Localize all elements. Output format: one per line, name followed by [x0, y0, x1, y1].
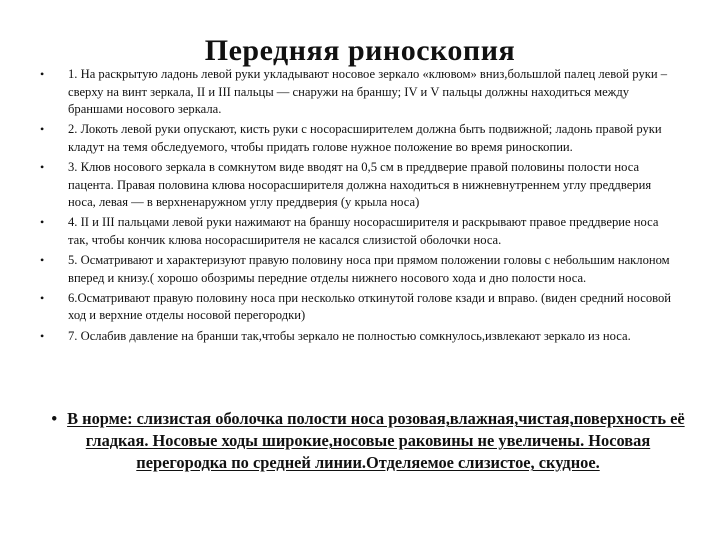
slide-title: Передняя риноскопия [204, 34, 516, 67]
norm-summary-text: В норме: слизистая оболочка полости носа розовая,влажная,чистая,поверхность её гладкая. Носовые ходы широкие,носовые раковины не увеличены. Носовая перегородка по средней линии.Отделяемое слизистое, скудное. [67, 409, 685, 472]
procedure-step [40, 328, 680, 346]
procedure-step-text: 5. Осматривают и характеризуют правую половину носа при прямом положении головы с небольшим наклоном вперед и книзу.( хорошо обозримы передние отделы нижнего носового хода и дно полости носа. [68, 253, 670, 285]
procedure-step-text: 6.Осматривают правую половину носа при несколько откинутой голове кзади и вправо. (виден средний носовой ход и верхние отделы носовой перегородки) [68, 290, 672, 323]
procedure-step [40, 290, 680, 325]
procedure-step-text: 1. На раскрытую ладонь левой руки укладывают носовое зеркало «клювом» вниз,большлой палец левой руки –сверху на винт зеркала, II и III пальцы — снаружи на браншу; IV и V пальцы должны находиться между браншами носового зеркала. [68, 67, 668, 116]
procedure-step-text: 4. II и III пальцами левой руки нажимают на браншу носорасширителя и раскрывают правое преддверие носа так, чтобы кончик клюва носорасширителя не касался слизистой оболочки носа. [68, 215, 659, 247]
procedure-step-text: 2. Локоть левой руки опускают, кисть руки с носорасширителем должна быть подвижной; ладонь правой руки кладут на темя обследуемого, чтобы придать голове нужное положение во время риноскопии. [68, 122, 662, 154]
bullet-icon: • [40, 122, 45, 137]
norm-bullet-icon: • [51, 409, 58, 428]
bullet-icon: • [40, 67, 45, 81]
procedure-step-text: 3. Клюв носового зеркала в сомкнутом виде вводят на 0,5 см в преддверие правой половины полости носа пацента. Правая половина клюва носорасширителя должна находиться в нижневнутреннем углу преддверия носа, левая — в верхненаружном углу преддверия (у крыла носа) [68, 160, 652, 210]
bullet-icon: • [40, 328, 45, 343]
procedure-step [40, 159, 680, 212]
procedure-step [40, 66, 680, 119]
procedure-step [40, 121, 680, 156]
procedure-step [40, 252, 680, 287]
bullet-icon: • [40, 253, 45, 268]
procedure-step-text: 7. Ослабив давление на бранши так,чтобы зеркало не полностью сомкнулось,извлекают зеркало из носа. [68, 328, 631, 343]
bullet-icon: • [40, 290, 45, 305]
procedure-steps-list [40, 66, 680, 348]
bullet-icon: • [40, 160, 45, 175]
procedure-step [40, 214, 680, 249]
bullet-icon: • [40, 215, 45, 230]
norm-summary [48, 408, 688, 474]
